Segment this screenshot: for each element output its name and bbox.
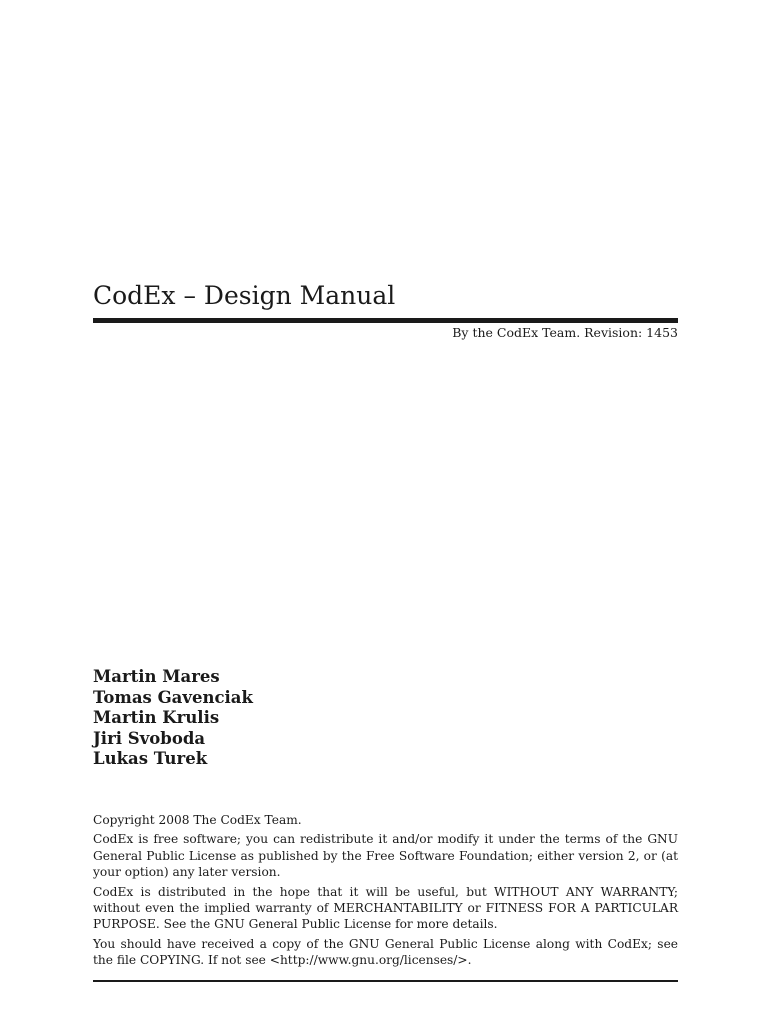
license-block bbox=[93, 812, 678, 972]
bottom-rule bbox=[93, 980, 678, 982]
license-paragraph: CodEx is distributed in the hope that it will be useful, but WITHOUT ANY WARRANTY; without even the implied warranty of MERCHANTABILITY or FITNESS FOR A PARTICULAR PURPOSE. See the GNU General Public License for more details. bbox=[93, 884, 678, 932]
author-name: Martin Mares bbox=[93, 667, 220, 686]
author-name: Martin Krulis bbox=[93, 708, 220, 728]
author-list bbox=[93, 667, 253, 770]
title-rule bbox=[93, 318, 678, 323]
author-name: Lukas Turek bbox=[93, 749, 208, 769]
document-title: CodEx – Design Manual bbox=[93, 281, 396, 310]
copyright-notice: Copyright 2008 The CodEx Team. bbox=[93, 813, 302, 827]
license-paragraph: CodEx is free software; you can redistribute it and/or modify it under the terms of the GNU General Public License as published by the Free Software Foundation; either version 2, or (at your option) any later version. bbox=[93, 832, 678, 880]
author-name: Tomas Gavenciak bbox=[93, 687, 253, 707]
license-paragraph: You should have received a copy of the GNU General Public License along with CodEx; see the file COPYING. If not see <http://www.gnu.org/licenses/>. bbox=[93, 936, 678, 968]
author-name: Jiri Svoboda bbox=[93, 728, 206, 748]
document-subtitle: By the CodEx Team. Revision: 1453 bbox=[452, 325, 678, 340]
